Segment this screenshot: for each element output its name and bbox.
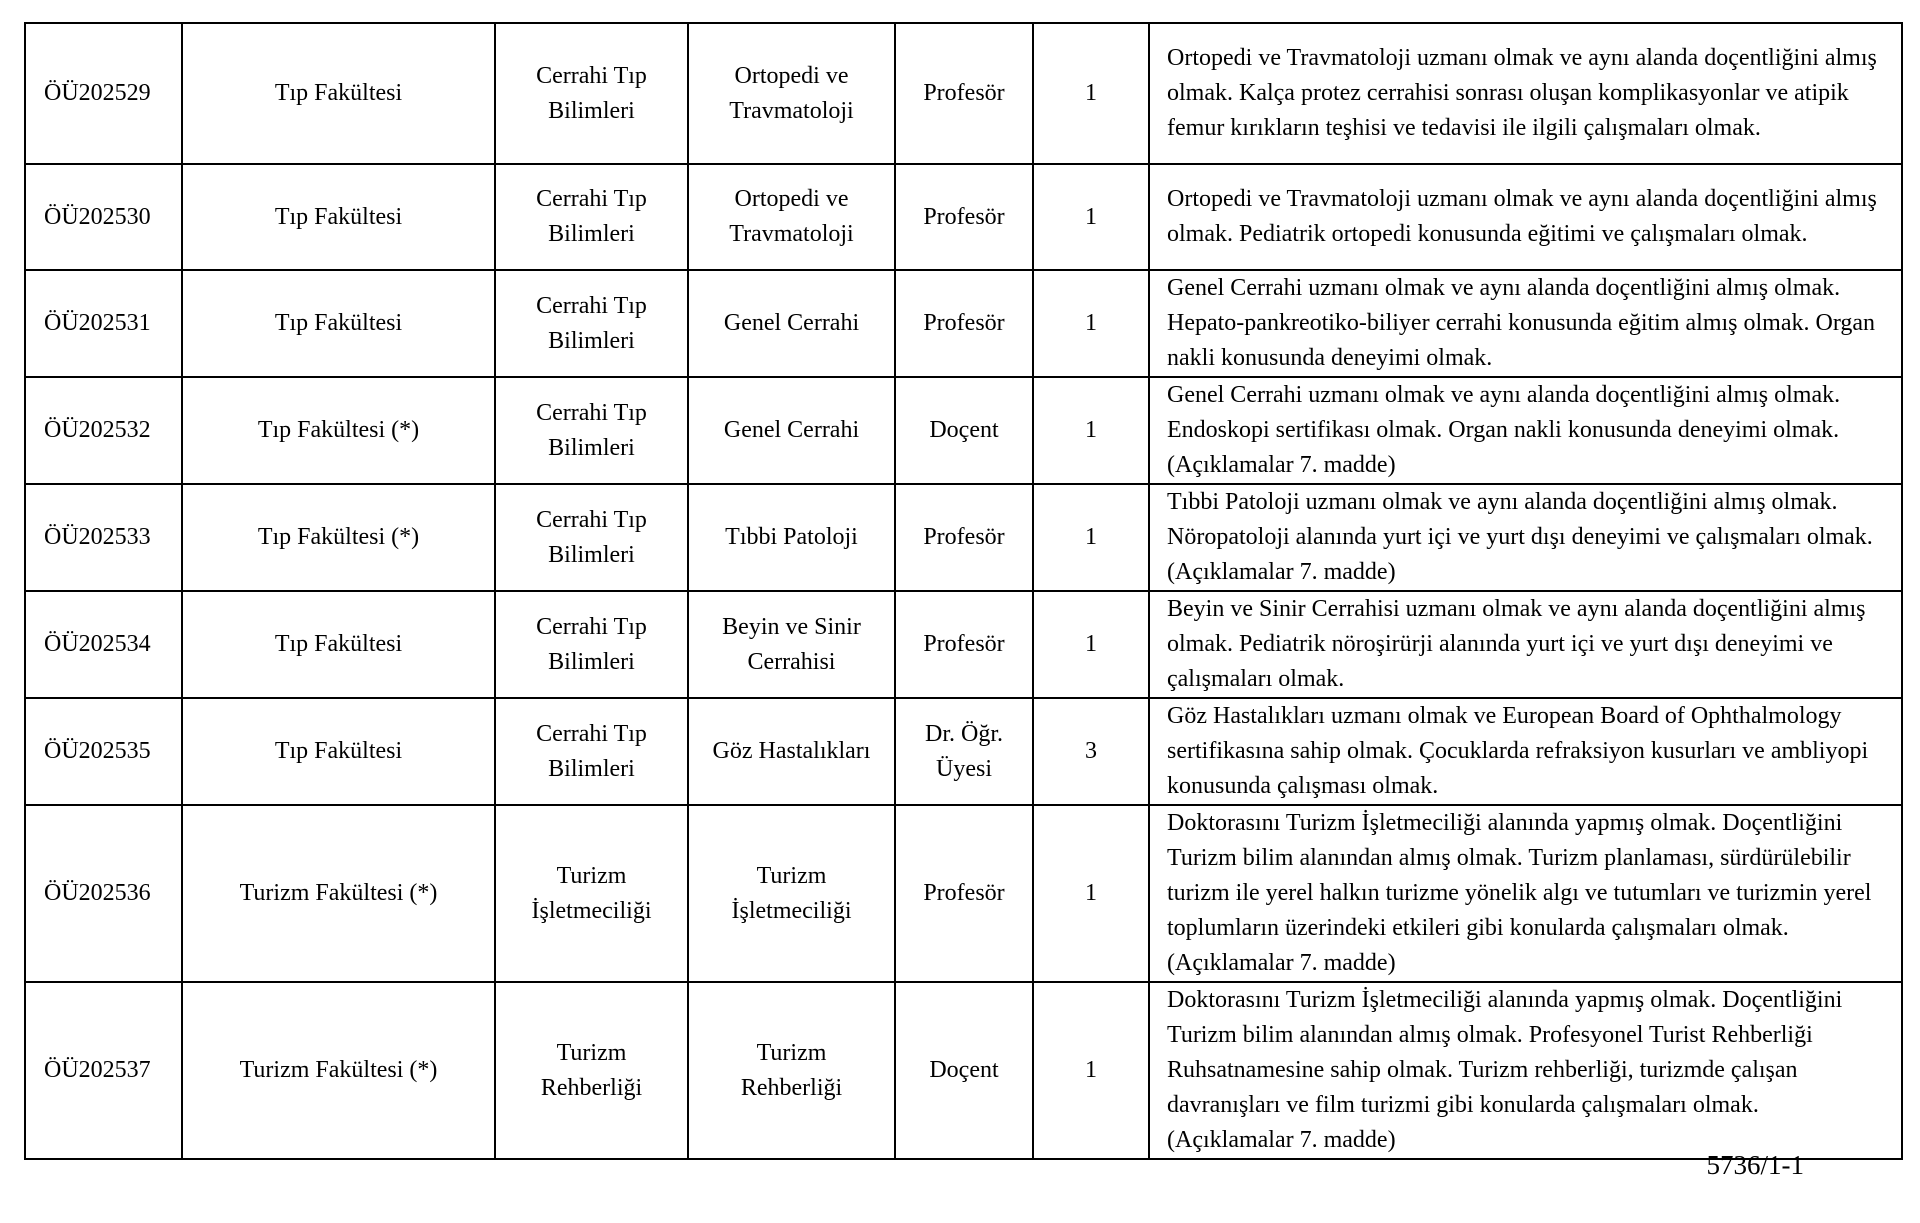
position-count: 3: [1033, 698, 1149, 805]
academic-title: Profesör: [895, 23, 1033, 164]
requirements-text: Ortopedi ve Travmatoloji uzmanı olmak ve aynı alanda doçentliğini almış olmak. Kalça protez cerrahisi sonrası oluşan komplikasyonlar ve atipik femur kırıkların teşhisi ve tedavisi ile ilgili çalışmaları olmak.: [1149, 23, 1902, 164]
academic-title: Profesör: [895, 591, 1033, 698]
table-row: [25, 270, 1902, 377]
department-name: Turizm İşletmeciliği: [495, 805, 688, 982]
academic-title: Profesör: [895, 164, 1033, 270]
table-row: [25, 484, 1902, 591]
position-count: 1: [1033, 164, 1149, 270]
position-count: 1: [1033, 484, 1149, 591]
faculty-name: Tıp Fakültesi: [182, 270, 495, 377]
table-row: [25, 698, 1902, 805]
program-name: Ortopedi ve Travmatoloji: [688, 164, 895, 270]
academic-title: Profesör: [895, 270, 1033, 377]
position-count: 1: [1033, 377, 1149, 484]
requirements-text: Genel Cerrahi uzmanı olmak ve aynı alanda doçentliğini almış olmak. Hepato-pankreotiko-biliyer cerrahi konusunda eğitim almış olmak. Organ nakli konusunda deneyimi olmak.: [1149, 270, 1902, 377]
faculty-name: Tıp Fakültesi: [182, 23, 495, 164]
position-listing-table: [24, 22, 1903, 1160]
table-row: [25, 805, 1902, 982]
position-count: 1: [1033, 982, 1149, 1159]
faculty-name: Tıp Fakültesi: [182, 164, 495, 270]
program-name: Turizm İşletmeciliği: [688, 805, 895, 982]
position-count: 1: [1033, 591, 1149, 698]
position-code: ÖÜ202531: [25, 270, 182, 377]
faculty-name: Tıp Fakültesi: [182, 591, 495, 698]
requirements-text: Genel Cerrahi uzmanı olmak ve aynı alanda doçentliğini almış olmak. Endoskopi sertifikası olmak. Organ nakli konusunda deneyimi olmak. (Açıklamalar 7. madde): [1149, 377, 1902, 484]
requirements-text: Doktorasını Turizm İşletmeciliği alanında yapmış olmak. Doçentliğini Turizm bilim alanından almış olmak. Profesyonel Turist Rehberliği Ruhsatnamesine sahip olmak. Turizm rehberliği, turizmde çalışan davranışları ve film turizmi gibi konularda çalışmaları olmak. (Açıklamalar 7. madde): [1149, 982, 1902, 1159]
academic-title: Doçent: [895, 982, 1033, 1159]
program-name: Turizm Rehberliği: [688, 982, 895, 1159]
position-code: ÖÜ202536: [25, 805, 182, 982]
program-name: Genel Cerrahi: [688, 270, 895, 377]
department-name: Cerrahi Tıp Bilimleri: [495, 164, 688, 270]
requirements-text: Ortopedi ve Travmatoloji uzmanı olmak ve aynı alanda doçentliğini almış olmak. Pediatrik ortopedi konusunda eğitimi ve çalışmaları olmak.: [1149, 164, 1902, 270]
position-code: ÖÜ202535: [25, 698, 182, 805]
requirements-text: Doktorasını Turizm İşletmeciliği alanında yapmış olmak. Doçentliğini Turizm bilim alanından almış olmak. Turizm planlaması, sürdürülebilir turizm ile yerel halkın turizme yönelik algı ve tutumları ve turizmin yerel toplumların üzerindeki etkileri gibi konularda çalışmaları olmak. (Açıklamalar 7. madde): [1149, 805, 1902, 982]
table-row: [25, 982, 1902, 1159]
faculty-name: Tıp Fakültesi (*): [182, 484, 495, 591]
requirements-text: Göz Hastalıkları uzmanı olmak ve European Board of Ophthalmology sertifikasına sahip olmak. Çocuklarda refraksiyon kusurları ve ambliyopi konusunda çalışması olmak.: [1149, 698, 1902, 805]
faculty-name: Turizm Fakültesi (*): [182, 982, 495, 1159]
department-name: Cerrahi Tıp Bilimleri: [495, 23, 688, 164]
position-code: ÖÜ202537: [25, 982, 182, 1159]
faculty-name: Turizm Fakültesi (*): [182, 805, 495, 982]
program-name: Göz Hastalıkları: [688, 698, 895, 805]
program-name: Beyin ve Sinir Cerrahisi: [688, 591, 895, 698]
academic-title: Profesör: [895, 484, 1033, 591]
table-row: [25, 164, 1902, 270]
program-name: Ortopedi ve Travmatoloji: [688, 23, 895, 164]
academic-title: Doçent: [895, 377, 1033, 484]
faculty-name: Tıp Fakültesi: [182, 698, 495, 805]
page-number: 5736/1-1: [1706, 1150, 1804, 1180]
program-name: Tıbbi Patoloji: [688, 484, 895, 591]
requirements-text: Tıbbi Patoloji uzmanı olmak ve aynı alanda doçentliğini almış olmak. Nöropatoloji alanında yurt içi ve yurt dışı deneyimi ve çalışmaları olmak. (Açıklamalar 7. madde): [1149, 484, 1902, 591]
table-row: [25, 591, 1902, 698]
table-row: [25, 23, 1902, 164]
position-count: 1: [1033, 270, 1149, 377]
program-name: Genel Cerrahi: [688, 377, 895, 484]
academic-title: Profesör: [895, 805, 1033, 982]
position-count: 1: [1033, 23, 1149, 164]
faculty-name: Tıp Fakültesi (*): [182, 377, 495, 484]
department-name: Cerrahi Tıp Bilimleri: [495, 484, 688, 591]
academic-title: Dr. Öğr. Üyesi: [895, 698, 1033, 805]
position-count: 1: [1033, 805, 1149, 982]
table-row: [25, 377, 1902, 484]
position-code: ÖÜ202533: [25, 484, 182, 591]
department-name: Turizm Rehberliği: [495, 982, 688, 1159]
department-name: Cerrahi Tıp Bilimleri: [495, 377, 688, 484]
department-name: Cerrahi Tıp Bilimleri: [495, 270, 688, 377]
position-code: ÖÜ202534: [25, 591, 182, 698]
department-name: Cerrahi Tıp Bilimleri: [495, 591, 688, 698]
position-code: ÖÜ202529: [25, 23, 182, 164]
department-name: Cerrahi Tıp Bilimleri: [495, 698, 688, 805]
position-code: ÖÜ202530: [25, 164, 182, 270]
position-code: ÖÜ202532: [25, 377, 182, 484]
requirements-text: Beyin ve Sinir Cerrahisi uzmanı olmak ve aynı alanda doçentliğini almış olmak. Pediatrik nöroşirürji alanında yurt içi ve yurt dışı deneyimi ve çalışmaları olmak.: [1149, 591, 1902, 698]
